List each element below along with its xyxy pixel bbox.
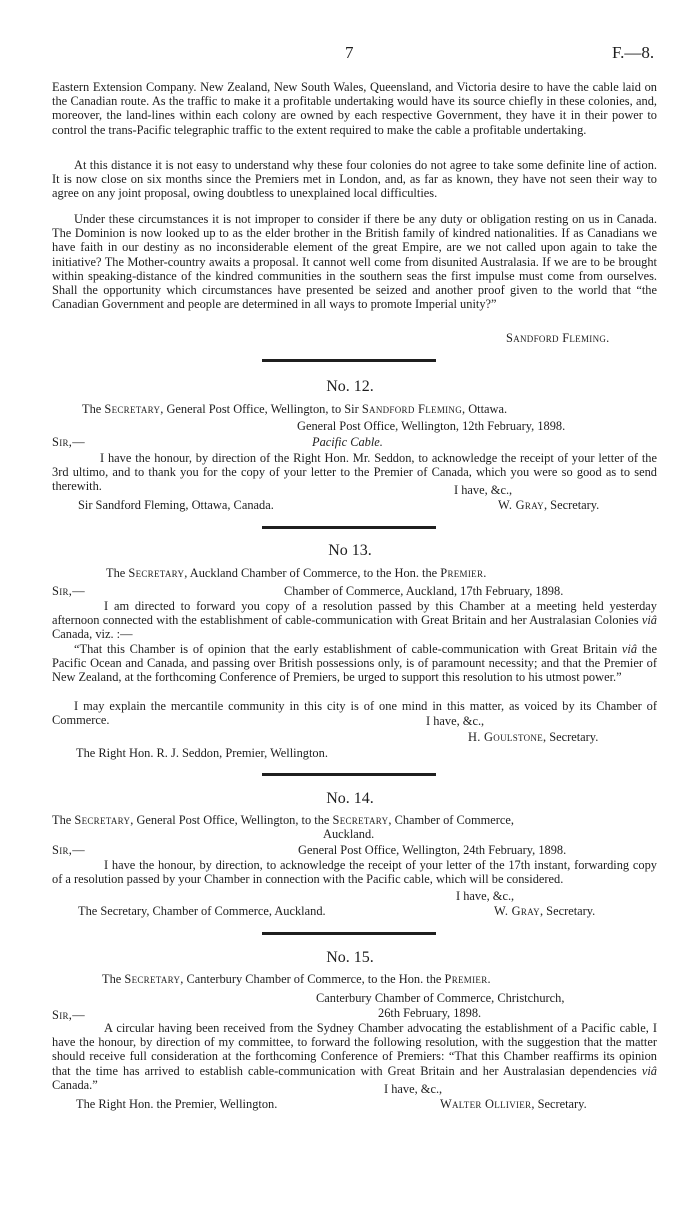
heading-text: Secretary xyxy=(332,813,389,827)
heading-text: Premier xyxy=(444,972,488,986)
section-divider xyxy=(262,932,436,935)
section-divider xyxy=(262,773,436,776)
letter-12-signature xyxy=(498,498,599,512)
letter-12-addressee: Sir Sandford Fleming, Ottawa, Canada. xyxy=(78,498,274,512)
signature-name: W. Gray xyxy=(494,904,540,918)
letter-15-body xyxy=(52,1021,657,1092)
letter-14-place-date: General Post Office, Wellington, 24th February, 1898. xyxy=(298,843,567,857)
letter-15-date: 26th February, 1898. xyxy=(378,1006,482,1020)
body-text: viâ xyxy=(641,613,657,628)
intro-paragraph-1: Eastern Extension Company. New Zealand, New South Wales, Queensland, and Victoria desire to have the cable laid on the Canadian route. As the traffic to make it a profitable undertaking would have its source chiefly in these colonies, and, moreover, the land-lines within each colony are owned by each respective Government, they have it in their power to control the trans-Pacific telegraphic traffic to the extent required to make the cable a profitable undertaking. xyxy=(52,80,657,137)
heading-text: , General Post Office, Wellington, to Sir xyxy=(160,402,362,416)
heading-text: Secretary xyxy=(104,402,161,416)
letter-13-salutation: Sir,— xyxy=(52,584,85,598)
body-text: viâ xyxy=(641,1063,657,1078)
letter-13-place-date: Chamber of Commerce, Auckland, 17th February, 1898. xyxy=(284,584,564,598)
heading-text: , Ottawa. xyxy=(462,402,508,416)
letter-15-closing: I have, &c., xyxy=(384,1082,443,1096)
signature-title: , Secretary. xyxy=(539,904,596,918)
letter-12-salutation: Sir,— xyxy=(52,435,85,449)
heading-text: , Canterbury Chamber of Commerce, to the Hon. the xyxy=(180,972,445,986)
heading-text: , Auckland Chamber of Commerce, to the Hon. the xyxy=(184,566,441,580)
letter-14-heading xyxy=(52,813,657,827)
heading-text: . xyxy=(487,972,491,986)
document-code: F.—8. xyxy=(612,43,655,62)
letter-15-salutation: Sir,— xyxy=(52,1008,85,1022)
heading-text: Sandford Fleming xyxy=(361,402,463,416)
heading-text: . xyxy=(483,566,487,580)
letter-15-signature xyxy=(440,1097,587,1111)
section-divider xyxy=(262,359,436,362)
intro-signature: Sandford Fleming. xyxy=(506,331,610,345)
heading-text: Premier xyxy=(440,566,484,580)
letter-14-signature xyxy=(494,904,595,918)
heading-text: Secretary xyxy=(124,972,181,986)
heading-text: The xyxy=(52,813,75,827)
letter-12-closing: I have, &c., xyxy=(454,483,513,497)
heading-text: , Chamber of Commerce, xyxy=(388,813,514,827)
letter-number-13: No 13. xyxy=(328,542,372,559)
letter-13-signature xyxy=(468,730,598,744)
letter-13-resolution-quote xyxy=(52,642,657,685)
body-text: A circular having been received from the Sydney Chamber advocating the establishment of a Pacific cable, I have the honour, by direction of my committee, to forward the following resolution, with the suggestion that the matter should receive full consideration at the forthcoming Conference of Premiers: “That this Chamber reaffirms its opinion that the time has arrived to establish cable-communication with Great Britain and her Australasian dependencies xyxy=(52,1021,657,1078)
letter-12-place-date: General Post Office, Wellington, 12th February, 1898. xyxy=(297,419,566,433)
letter-13-body-2: I may explain the mercantile community in this city is of one mind in this matter, as voiced by its Chamber of Commerce. xyxy=(52,699,657,728)
heading-text: Secretary xyxy=(74,813,131,827)
page-number: 7 xyxy=(345,43,354,62)
letter-12-heading xyxy=(82,402,507,416)
letter-14-closing: I have, &c., xyxy=(456,889,515,903)
letter-13-heading xyxy=(106,566,486,580)
letter-13-body xyxy=(52,599,657,642)
letter-12-subject: Pacific Cable. xyxy=(312,435,383,449)
heading-text: The xyxy=(82,402,105,416)
heading-text: The xyxy=(102,972,125,986)
body-text: Canada, viz. :— xyxy=(52,627,133,642)
signature-name: Walter Ollivier xyxy=(440,1097,532,1111)
signature-name: W. Gray xyxy=(498,498,544,512)
letter-14-addressee: The Secretary, Chamber of Commerce, Auckland. xyxy=(78,904,326,918)
letter-14-salutation: Sir,— xyxy=(52,843,85,857)
quote-text: “That this Chamber is of opinion that the early establishment of cable-communication with Great Britain xyxy=(74,642,622,656)
letter-number-14: No. 14. xyxy=(326,790,374,807)
letter-12-body: I have the honour, by direction of the Right Hon. Mr. Seddon, to acknowledge the receipt of your letter of the 3rd ultimo, and to thank you for the copy of your letter to the Premier of Canada, which you were so good as to send therewith. xyxy=(52,451,657,494)
letter-14-heading-line-2: Auckland. xyxy=(323,827,375,841)
body-text: I am directed to forward you copy of a resolution passed by this Chamber at a meeting held yesterday afternoon connected with the establishment of cable-communication with Great Britain and her Australasian Colonies xyxy=(52,599,657,628)
heading-text: The xyxy=(106,566,129,580)
body-text: Canada.” xyxy=(52,1077,98,1092)
heading-text: Secretary xyxy=(128,566,185,580)
signature-name: H. Goulstone xyxy=(468,730,544,744)
intro-paragraph-3: Under these circumstances it is not improper to consider if there be any duty or obligation resting on us in Canada. The Dominion is now looked up to as the elder brother in the British family of kindred nationalities. If as Canadians we have faith in our destiny as no inconsiderable element of the great Empire, are we not called upon again to take the initiative? The Mother-country awaits a proposal. It cannot well come from disunited Australasia. If we are to be brought within speaking-distance of the kindred communities in the southern seas the first impulse must come from ourselves. Shall the opportunity which circumstances have presented be seized and another proof given to the world that “the Canadian Government and people are determined in all ways to promote Imperial unity?” xyxy=(52,212,657,312)
letter-15-addressee: The Right Hon. the Premier, Wellington. xyxy=(76,1097,278,1111)
signature-title: , Secretary. xyxy=(531,1097,587,1111)
letter-number-12: No. 12. xyxy=(326,378,374,395)
letter-15-heading xyxy=(102,972,491,986)
signature-title: , Secretary. xyxy=(543,730,599,744)
signature-title: , Secretary. xyxy=(543,498,600,512)
letter-15-place: Canterbury Chamber of Commerce, Christchurch, xyxy=(316,991,565,1005)
quote-text: viâ xyxy=(621,642,638,656)
section-divider xyxy=(262,526,436,529)
quote-text: the Pacific Ocean and Canada, and passing over British possessions only, is of paramount necessity; and that the Premier of New Zealand, at the forthcoming Conference of Premiers, be urged to support this resolution to his utmost power.” xyxy=(52,642,657,685)
intro-paragraph-2: At this distance it is not easy to understand why these four colonies do not agree to take some definite line of action. It is now close on six months since the Premiers met in London, and, as far as known, they have not seen their way to agree on any joint proposal, owing doubtless to unexplained local difficulties. xyxy=(52,158,657,201)
letter-number-15: No. 15. xyxy=(326,949,374,966)
heading-text: , General Post Office, Wellington, to the xyxy=(130,813,333,827)
letter-13-addressee: The Right Hon. R. J. Seddon, Premier, Wellington. xyxy=(76,746,328,760)
letter-14-body: I have the honour, by direction, to acknowledge the receipt of your letter of the 17th instant, forwarding copy of a resolution passed by your Chamber in connection with the Pacific cable, which will be considered. xyxy=(52,858,657,887)
letter-13-closing: I have, &c., xyxy=(426,714,485,728)
